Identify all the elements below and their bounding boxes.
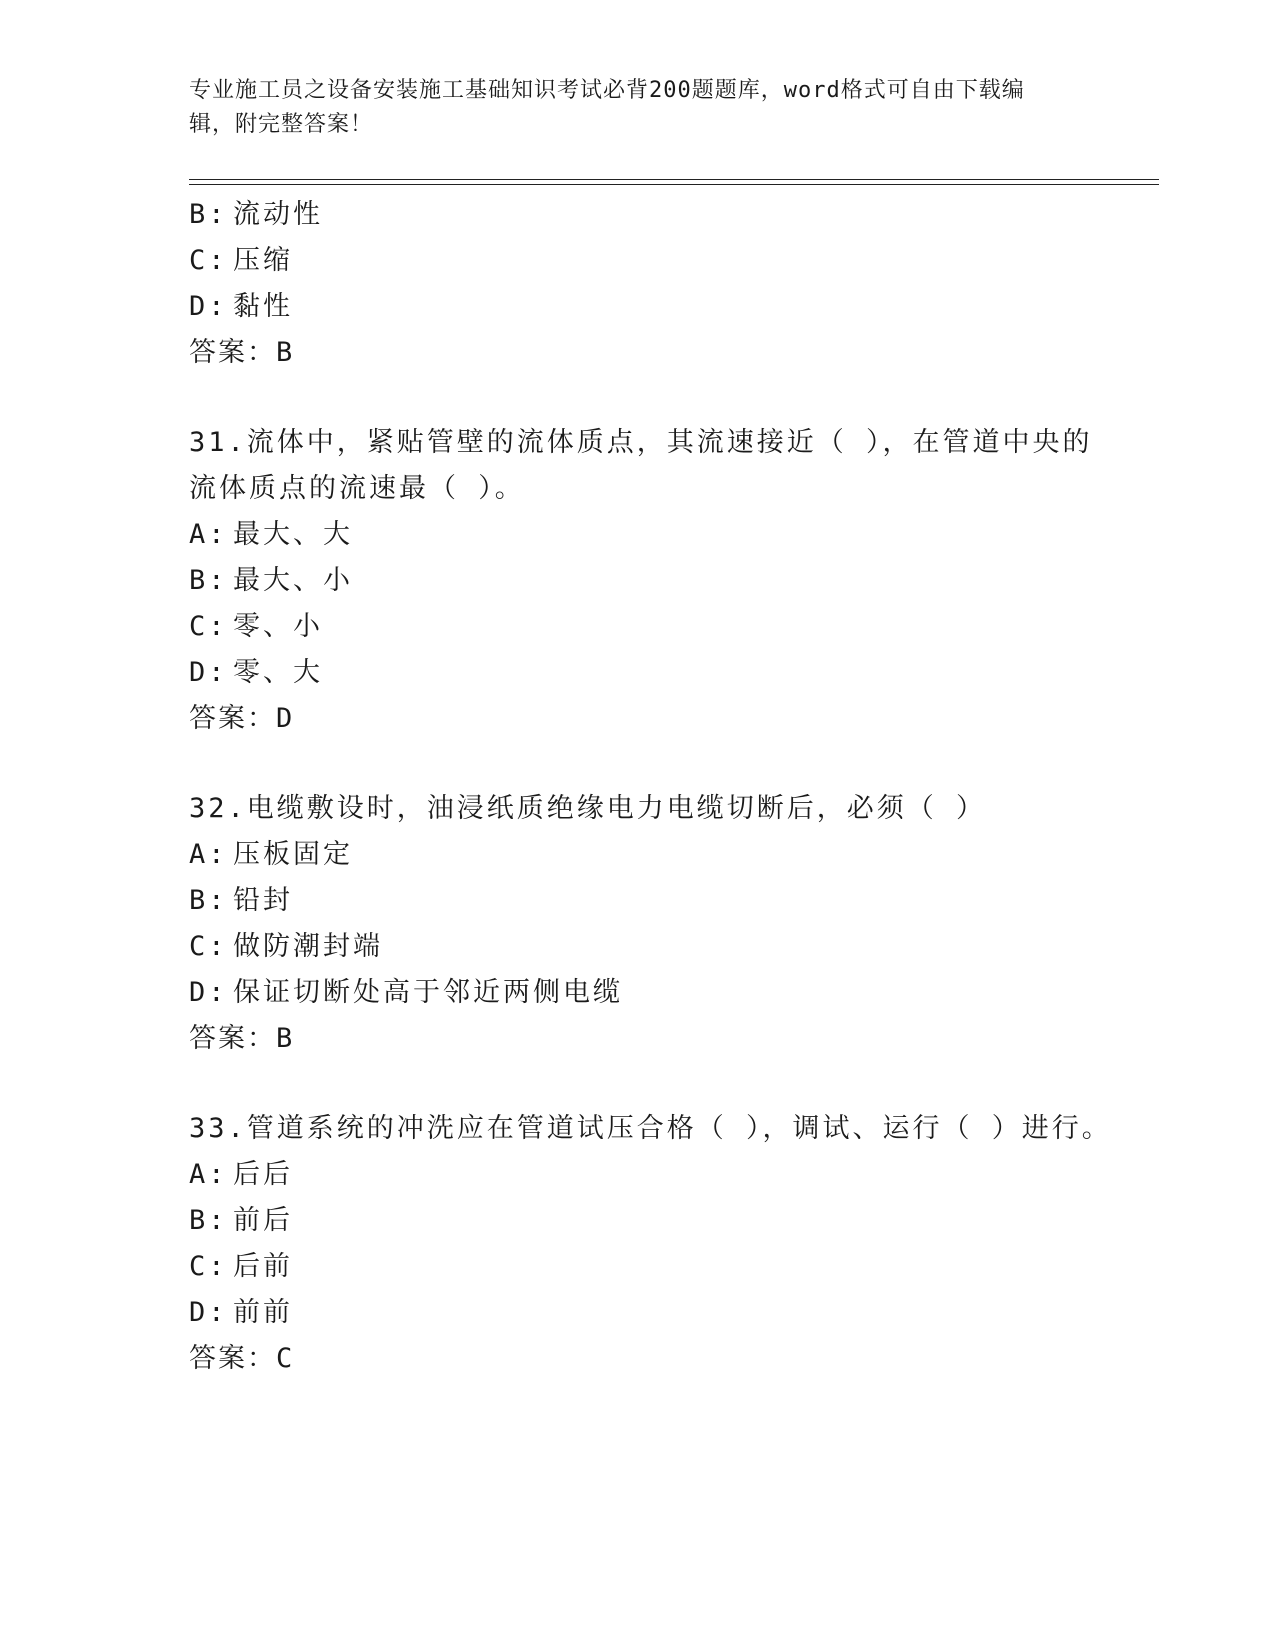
option-text: 最大、大 [233,519,353,550]
option-c [189,1244,1089,1290]
option-key: C: [189,1251,228,1282]
option-c [189,604,1089,650]
option-text: 零、小 [233,611,323,642]
option-b [189,192,1089,238]
option-key: C: [189,611,228,642]
question-31 [189,420,1093,742]
option-key: D: [189,1297,228,1328]
answer-label: 答案： [189,1343,276,1374]
option-key: D: [189,977,228,1008]
answer-value: D [276,703,295,734]
option-b [189,878,1089,924]
option-text: 流动性 [233,199,323,230]
option-text: 压板固定 [233,839,353,870]
answer-line [189,330,1089,376]
answer-label: 答案： [189,703,276,734]
option-key: B: [189,885,228,916]
option-text: 后前 [233,1251,293,1282]
question-list [189,192,1112,1382]
option-text: 铅封 [233,885,293,916]
option-d [189,1290,1089,1336]
option-d [189,284,1089,330]
question-32 [189,786,1089,1062]
option-text: 做防潮封端 [233,931,383,962]
option-text: 后后 [233,1159,293,1190]
option-text: 前后 [233,1205,293,1236]
option-key: B: [189,1205,228,1236]
option-text: 保证切断处高于邻近两侧电缆 [233,977,623,1008]
option-key: C: [189,245,228,276]
question-stem: 33.管道系统的冲洗应在管道试压合格（ ），调试、运行（ ）进行。 [189,1113,1112,1144]
option-b [189,558,1089,604]
option-c [189,924,1089,970]
answer-value: C [276,1343,295,1374]
option-key: A: [189,519,228,550]
option-a [189,1152,1089,1198]
option-a [189,832,1089,878]
answer-value: B [276,1023,295,1054]
answer-line [189,1016,1089,1062]
question-stem-continued: 流体质点的流速最（ ）。 [189,473,525,504]
option-key: A: [189,839,228,870]
option-key: D: [189,291,228,322]
header-divider-top [189,179,1159,180]
carryover-question [189,192,1089,376]
option-text: 零、大 [233,657,323,688]
option-key: B: [189,199,228,230]
answer-value: B [276,337,295,368]
option-text: 黏性 [233,291,293,322]
answer-line [189,696,1089,742]
option-a [189,512,1089,558]
answer-line [189,1336,1089,1382]
question-stem: 31.流体中，紧贴管壁的流体质点，其流速接近（ ），在管道中央的 [189,427,1093,458]
option-text: 前前 [233,1297,293,1328]
header-divider-bottom [189,184,1159,185]
option-d [189,650,1089,696]
option-key: C: [189,931,228,962]
question-stem: 32.电缆敷设时，油浸纸质绝缘电力电缆切断后，必须（ ） [189,793,987,824]
answer-label: 答案： [189,1023,276,1054]
option-key: D: [189,657,228,688]
question-33 [189,1106,1112,1382]
option-b [189,1198,1089,1244]
option-key: A: [189,1159,228,1190]
option-text: 最大、小 [233,565,353,596]
answer-label: 答案： [189,337,276,368]
document-header-title: 专业施工员之设备安装施工基础知识考试必背200题题库，word格式可自由下载编辑，附完整答案！ [189,78,1025,137]
option-key: B: [189,565,228,596]
option-d [189,970,1089,1016]
option-c [189,238,1089,284]
option-text: 压缩 [233,245,293,276]
